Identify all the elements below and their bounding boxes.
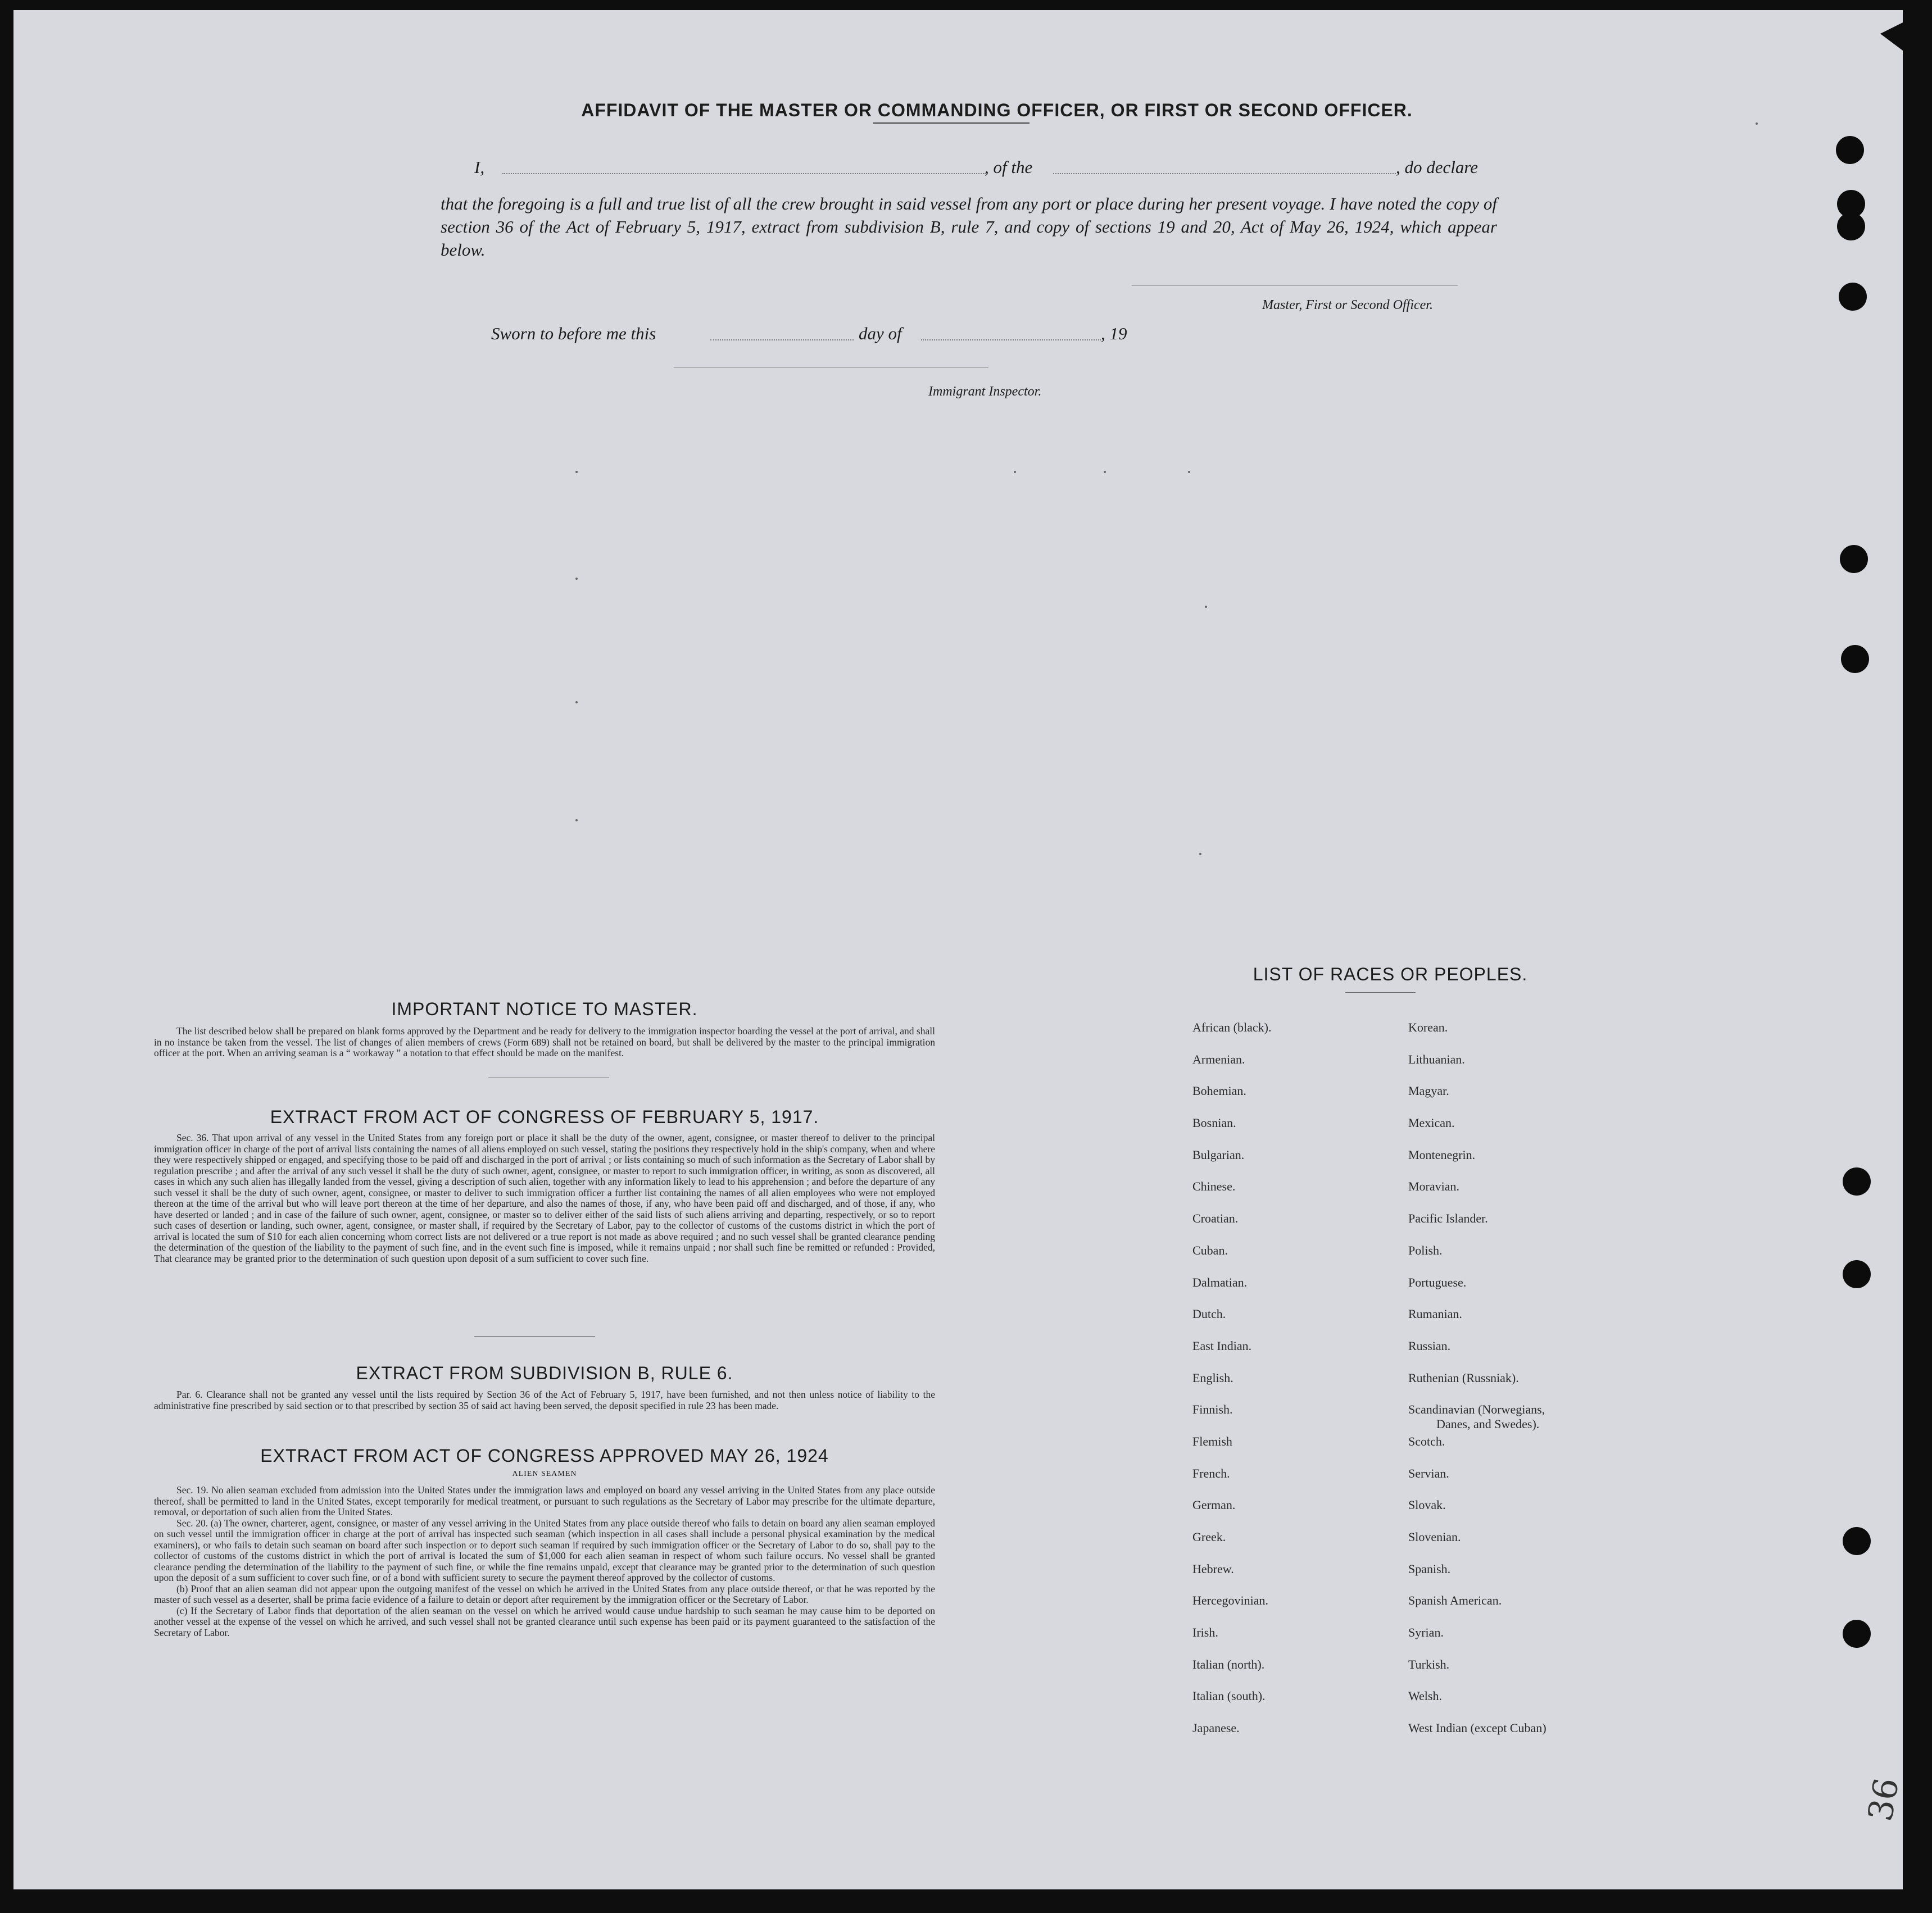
inspector-signature-line: [674, 367, 988, 368]
sworn-prefix: Sworn to before me this: [491, 324, 656, 343]
extract-1924-title: EXTRACT FROM ACT OF CONGRESS APPROVED MAY 26, 1924: [260, 1446, 829, 1466]
sworn-day-blank[interactable]: [710, 339, 854, 340]
race-item: Hebrew.: [1192, 1561, 1234, 1576]
affidavit-i: I,: [474, 157, 485, 177]
affidavit-do-declare: , do declare: [1396, 157, 1479, 177]
rule6-title: EXTRACT FROM SUBDIVISION B, RULE 6.: [356, 1363, 733, 1383]
scan-speck: [575, 701, 578, 703]
race-item: Dutch.: [1192, 1307, 1226, 1321]
race-item: Flemish: [1192, 1434, 1232, 1448]
race-item: East Indian.: [1192, 1338, 1252, 1353]
race-item: Italian (south).: [1192, 1689, 1266, 1703]
notice-paragraph: The list described below shall be prepared on blank forms approved by the Department and be ready for delivery to the immigration inspector boarding the vessel at the port of arrival, and shall in no instance be taken from the vessel. The list of changes of alien members of crews (Form 689) shall not be retained on board, but shall be delivered by the master to the principal immigration officer at the port. When an arriving seaman is a “ workaway ” a notation to that effect should be made on the manifest.: [154, 1025, 935, 1058]
race-item: Korean.: [1408, 1020, 1448, 1034]
race-item: Italian (north).: [1192, 1657, 1265, 1671]
race-item-label: Scandinavian (Norwegians,: [1408, 1402, 1545, 1417]
binder-hole: [1837, 212, 1865, 240]
scan-speck: [575, 578, 578, 580]
binder-hole: [1843, 1620, 1871, 1648]
race-item: West Indian (except Cuban): [1408, 1721, 1546, 1735]
races-title-underline: [1345, 992, 1416, 993]
race-item: Scotch.: [1408, 1434, 1445, 1448]
binder-hole: [1843, 1260, 1871, 1288]
race-item: Pacific Islander.: [1408, 1211, 1488, 1226]
name-blank[interactable]: [502, 173, 986, 174]
race-item: Magyar.: [1408, 1084, 1449, 1098]
race-item: Slovak.: [1408, 1498, 1446, 1512]
scan-speck: [575, 471, 578, 473]
race-item: Syrian.: [1408, 1625, 1444, 1640]
race-item: Turkish.: [1408, 1657, 1450, 1671]
race-item: Polish.: [1408, 1243, 1443, 1257]
affidavit-title: AFFIDAVIT OF THE MASTER OR COMMANDING OFFICER, OR FIRST OR SECOND OFFICER.: [581, 100, 1413, 120]
binder-hole: [1843, 1527, 1871, 1555]
torn-corner: [1880, 22, 1903, 51]
extract-1917-title: EXTRACT FROM ACT OF CONGRESS OF FEBRUARY 5, 1917.: [270, 1107, 819, 1127]
affidavit-declaration: that the foregoing is a full and true list of all the crew brought in said vessel from any port or place during her present voyage. I have noted the copy of section 36 of the Act of February 5, 1917, extract from subdivision B, rule 7, and copy of sections 19 and 20, Act of May 26, 1924, which appear below.: [441, 194, 1497, 260]
handwritten-page-number: 36: [1861, 1775, 1907, 1824]
sec20c-paragraph: (c) If the Secretary of Labor finds that deportation of the alien seaman on the vessel on which he arrived would cause undue hardship to such seaman he may cause him to be deported on another vessel at the expense of the vessel on which he arrived, and such vessel shall not be granted clearance until such expense has been paid or its payment guaranteed to the satisfaction of the Secretary of Labor.: [154, 1605, 935, 1638]
race-item: Bulgarian.: [1192, 1147, 1245, 1162]
race-item: Lithuanian.: [1408, 1052, 1465, 1066]
scan-speck: [1756, 122, 1758, 125]
scan-speck: [1014, 471, 1016, 473]
scan-speck: [1199, 853, 1201, 855]
race-item: Finnish.: [1192, 1402, 1233, 1417]
race-item: Servian.: [1408, 1466, 1449, 1480]
race-item: Irish.: [1192, 1625, 1218, 1640]
race-item: African (black).: [1192, 1020, 1272, 1034]
race-item: Rumanian.: [1408, 1307, 1462, 1321]
notice-text: [154, 1026, 935, 1059]
races-left-column: [1192, 1020, 1271, 1753]
vessel-blank[interactable]: [1053, 173, 1396, 174]
race-item: Welsh.: [1408, 1689, 1442, 1703]
section-divider: [474, 1336, 595, 1337]
race-item: Russian.: [1408, 1338, 1451, 1353]
rule6-paragraph: Par. 6. Clearance shall not be granted any vessel until the lists required by Section 36 of the Act of February 5, 1917, have been furnished, and not then unless notice of liability to the administrative fine prescribed by said section or to that prescribed by section 35 of said act having been served, the deposit specified in rule 23 has been made.: [154, 1389, 935, 1411]
race-item: Spanish.: [1408, 1561, 1451, 1576]
sec20a-paragraph: Sec. 20. (a) The owner, charterer, agent, consignee, or master of any vessel arriving in the United States from any place outside thereof who fails to detain on board any alien seaman employed on such vessel until the immigration officer in charge at the port of arrival has inspected such seaman (which inspection in all cases shall include a personal physical examination by the medical examiners), or who fails to detain such seaman on board after such inspection or to deport such seaman if required by such immigration officer or the Secretary of Labor to do so, shall pay to the collector of customs of the customs district in which the port of arrival is located the sum of $1,000 for each alien seaman in respect of whom such failure occurs. No vessel shall be granted clearance pending the determination of the liability to the payment of such fine, or while the fine remains unpaid, except that clearance may be granted prior to the determination of such question upon the deposit of a sum sufficient to cover such fine, or of a bond with sufficient surety to secure the payment thereof approved by the collector of customs.: [154, 1517, 935, 1583]
race-item: Slovenian.: [1408, 1530, 1461, 1544]
sec19-paragraph: Sec. 19. No alien seaman excluded from admission into the United States under the immigration laws and employed on board any vessel arriving in the United States from any place outside thereof, shall be permitted to land in the United States, except temporarily for medical treatment, or pursuant to such regulations as the Secretary of Labor may prescribe for the ultimate departure, removal, or deportation of such alien from the United States.: [154, 1484, 935, 1517]
sworn-month-blank[interactable]: [921, 339, 1101, 340]
form-sheet: [13, 10, 1907, 1889]
binder-hole: [1840, 545, 1868, 573]
race-item: Montenegrin.: [1408, 1147, 1476, 1162]
sworn-day-of: day of: [859, 324, 902, 343]
master-signature-line: [1132, 285, 1458, 286]
scan-speck: [1104, 471, 1106, 473]
notice-title: IMPORTANT NOTICE TO MASTER.: [391, 999, 698, 1019]
race-item-scandinavian: [1408, 1402, 1546, 1434]
title-underline: [873, 122, 1030, 124]
binder-hole: [1836, 136, 1864, 164]
races-right-column: [1408, 1020, 1546, 1753]
scan-speck: [1188, 471, 1190, 473]
extract-1924-text: [154, 1485, 935, 1638]
race-item-continuation: Danes, and Swedes).: [1436, 1417, 1540, 1432]
race-item: Armenian.: [1192, 1052, 1245, 1066]
master-signature-label: Master, First or Second Officer.: [1262, 298, 1433, 312]
races-title: LIST OF RACES OR PEOPLES.: [1253, 964, 1528, 984]
sworn-year: , 19: [1101, 324, 1127, 343]
race-item: Dalmatian.: [1192, 1275, 1248, 1289]
binder-hole: [1841, 645, 1869, 673]
sec20b-paragraph: (b) Proof that an alien seaman did not appear upon the outgoing manifest of the vessel on which he arrived in the United States from any place outside thereof, or that he was reported by the master of such vessel as a deserter, shall be prima facie evidence of a failure to detain or deport after requirement by the immigration officer or the Secretary of Labor.: [154, 1583, 935, 1605]
race-item: Cuban.: [1192, 1243, 1228, 1257]
rule6-text: [154, 1389, 935, 1411]
race-item: Chinese.: [1192, 1179, 1236, 1194]
race-item: Moravian.: [1408, 1179, 1460, 1194]
race-item: Mexican.: [1408, 1116, 1455, 1130]
race-item: Spanish American.: [1408, 1593, 1502, 1608]
alien-seamen-subtitle: ALIEN SEAMEN: [512, 1470, 577, 1478]
race-item: German.: [1192, 1498, 1236, 1512]
race-item: Bohemian.: [1192, 1084, 1246, 1098]
scan-speck: [1205, 606, 1207, 608]
race-item: French.: [1192, 1466, 1230, 1480]
race-item: Greek.: [1192, 1530, 1226, 1544]
race-item: Japanese.: [1192, 1721, 1240, 1735]
race-item: Portuguese.: [1408, 1275, 1467, 1289]
race-item: English.: [1192, 1370, 1233, 1385]
affidavit-of-the: , of the: [985, 157, 1033, 177]
race-item: Ruthenian (Russniak).: [1408, 1370, 1519, 1385]
scan-speck: [575, 819, 578, 821]
extract-1917-paragraph: Sec. 36. That upon arrival of any vessel in the United States from any foreign port or place it shall be the duty of the owner, agent, consignee, or master thereof to deliver to the principal immigration officer in charge of the port of arrival lists containing the names of all aliens employed on such vessel, stating the positions they respectively hold in the ship's company, when and where they were respectively shipped or engaged, and specifying those to be paid off and discharged in the port of arrival ; or lists containing so much of such information as the Secretary of Labor shall by regulation prescribe ; and after the arrival of any such vessel it shall be the duty of such owner, agent, consignee, or master to report to such immigration officer, in writing, as soon as discovered, all cases in which any such alien has illegally landed from the vessel, giving a description of such alien, together with any information likely to lead to his apprehension ; and before the departure of any such vessel it shall be the duty of such owner, agent, consignee, or master to deliver to such immigration officer a further list containing the names of all alien employees who were not employed thereon at the time of the arrival but who will leave port thereon at the time of her departure, and also the names of those, if any, who have been paid off and discharged, and of those, if any, who have deserted or landed ; and in case of the failure of such owner, agent, consignee, or master so to deliver either of the said lists of such aliens arriving and departing, respectively, or so to report such cases of desertion or landing, such owner, agent, consignee, or master shall, if required by the Secretary of Labor, pay to the collector of customs of the customs district in which the port of arrival is located the sum of $10 for each alien concerning whom correct lists are not delivered or a true report is not made as above required ; and no such vessel shall be granted clearance pending the determination of the question of the liability to the payment of such fine, and in the event such fine is imposed, while it remains unpaid ; nor shall such fine be remitted or refunded : Provided, That clearance may be granted prior to the determination of such question upon deposit of a sum sufficient to cover such fine.: [154, 1132, 935, 1264]
extract-1917-text: [154, 1133, 935, 1264]
binder-hole: [1839, 283, 1867, 311]
race-item: Bosnian.: [1192, 1116, 1236, 1130]
inspector-label: Immigrant Inspector.: [928, 384, 1042, 399]
race-item: Croatian.: [1192, 1211, 1239, 1226]
race-item: Hercegovinian.: [1192, 1593, 1268, 1608]
binder-hole: [1843, 1167, 1871, 1196]
